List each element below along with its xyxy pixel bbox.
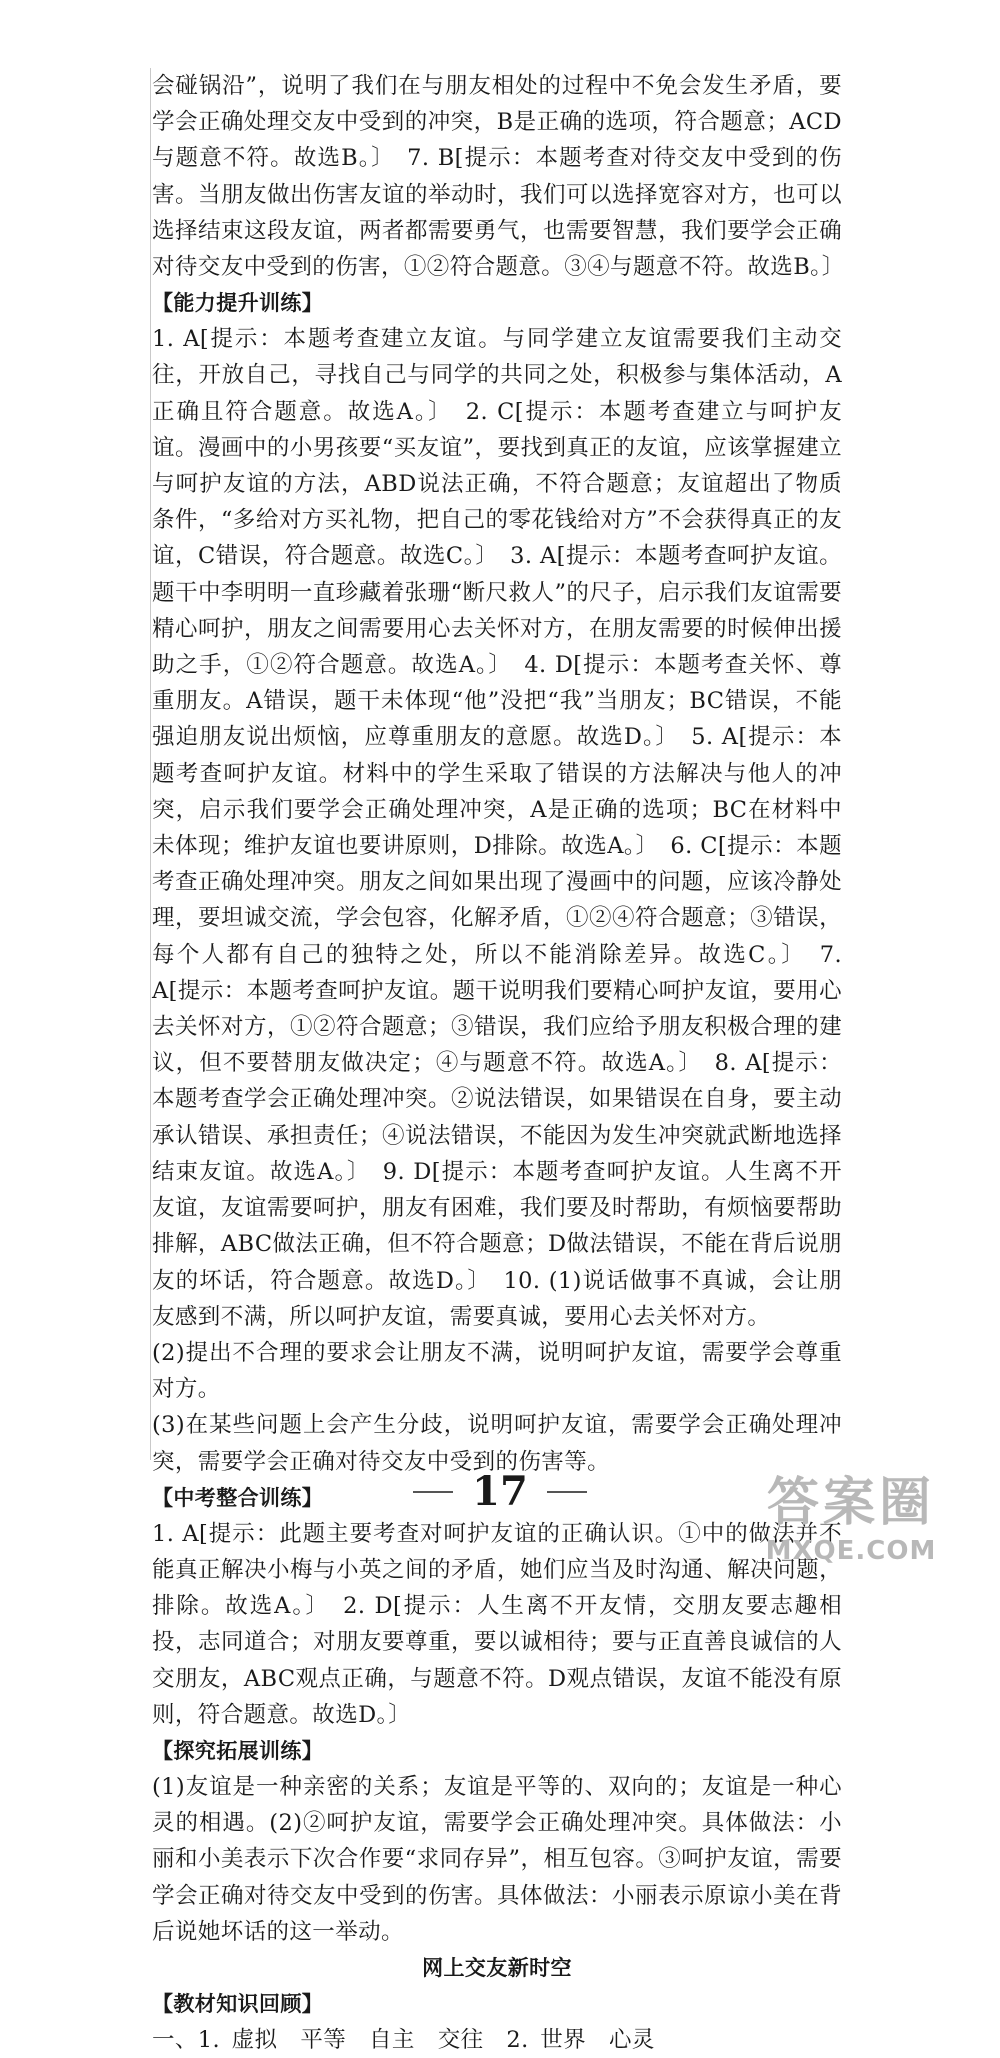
watermark-url: MXQE.COM: [765, 1536, 937, 1566]
section-body-exam: 1. A[提示：此题主要考查对呵护友谊的正确认识。①中的做法并不能真正解决小梅与小英之间的矛盾，她们应当及时沟通、解决问题，排除。故选A。〕 2. D[提示：人生离不开友情，交朋友要志趣相投，志同道合；对朋友要尊重，要以诚相待；要与正直善良诚信的人交朋友，ABC观点正确，与题意不符。D观点错误，友谊不能没有原则，符合题意。故选D。〕: [152, 1520, 842, 1728]
paragraph-continuation: 会碰锅沿”，说明了我们在与朋友相处的过程中不免会发生矛盾，要学会正确处理交友中受到的冲突，B是正确的选项，符合题意；ACD与题意不符。故选B。〕 7. B[提示：本题考查对待交友中受到的伤害。当朋友做出伤害友谊的举动时，我们可以选择宽容对方，也可以选择结束这段友谊，两者都需要勇气，也需要智慧，我们要学会正确对待交友中受到的伤害，①②符合题意。③④与题意不符。故选B。〕: [152, 73, 845, 281]
section-heading-ability: 【能力提升训练】: [152, 291, 324, 316]
section-heading-exam: 【中考整合训练】: [152, 1485, 324, 1510]
section-body-review: 一、1. 虚拟 平等 自主 交往 2. 世界 心灵: [152, 2026, 655, 2053]
section-heading-review: 【教材知识回顾】: [152, 1991, 324, 2016]
chapter-title: 网上交友新时空: [422, 1955, 572, 1980]
watermark-text: 答案圈: [766, 1473, 935, 1533]
page-number: 17: [472, 1468, 528, 1515]
section-body-ability-item3: (3)在某些问题上会产生分歧，说明呵护友谊，需要学会正确处理冲突，需要学会正确对待交友中受到的伤害等。: [152, 1412, 842, 1475]
section-heading-explore: 【探究拓展训练】: [152, 1738, 324, 1763]
section-body-ability-item2: (2)提出不合理的要求会让朋友不满，说明呵护友谊，需要学会尊重对方。: [152, 1339, 842, 1403]
footer-dash-right: [547, 1491, 587, 1493]
section-body-ability: 1. A[提示：本题考查建立友谊。与同学建立友谊需要我们主动交往，开放自己，寻找自己与同学的共同之处，积极参与集体活动，A正确且符合题意。故选A。〕 2. C[提示：本题考查建立与呵护友谊。漫画中的小男孩要“买友谊”，要找到真正的友谊，应该掌握建立与呵护友谊的方法，ABD说法正确，不符合题意；友谊超出了物质条件，“多给对方买礼物，把自己的零花钱给对方”不会获得真正的友谊，C错误，符合题意。故选C。〕 3. A[提示：本题考查呵护友谊。题干中李明明一直珍藏着张珊“断尺救人”的尺子，启示我们友谊需要精心呵护，朋友之间需要用心去关怀对方，在朋友需要的时候伸出援助之手，①②符合题意。故选A。〕 4. D[提示：本题考查关怀、尊重朋友。A错误，题干未体现“他”没把“我”当朋友；BC错误，不能强迫朋友说出烦恼，应尊重朋友的意愿。故选D。〕 5. A[提示：本题考查呵护友谊。材料中的学生采取了错误的方法解决与他人的冲突，启示我们要学会正确处理冲突，A是正确的选项；BC在材料中未体现；维护友谊也要讲原则，D排除。故选A。〕 6. C[提示：本题考查正确处理冲突。朋友之间如果出现了漫画中的问题，应该冷静处理，要坦诚交流，学会包容，化解矛盾，①②④符合题意；③错误，每个人都有自己的独特之处，所以不能消除差异。故选C。〕 7. A[提示：本题考查呵护友谊。题干说明我们要精心呵护友谊，要用心去关怀对方，①②符合题意；③错误，我们应给予朋友积极合理的建议，但不要替朋友做决定；④与题意不符。故选A。〕 8. A[提示：本题考查学会正确处理冲突。②说法错误，如果错误在自身，要主动承认错误、承担责任；④说法错误，不能因为发生冲突就武断地选择结束友谊。故选A。〕 9. D[提示：本题考查呵护友谊。人生离不开友谊，友谊需要呵护，朋友有困难，我们要及时帮助，有烦恼要帮助排解，ABC做法正确，但不符合题意；D做法错误，不能在背后说朋友的坏话，符合题意。故选D。〕 10. (1)说话做事不真诚，会让朋友感到不满，所以呵护友谊，需要真诚，要用心去关怀对方。: [152, 326, 842, 1330]
section-body-explore: (1)友谊是一种亲密的关系；友谊是平等的、双向的；友谊是一种心灵的相遇。(2)②呵护友谊，需要学会正确处理冲突。具体做法：小丽和小美表示下次合作要“求同存异”，相互包容。③呵护友谊，需要学会正确对待交友中受到的伤害。具体做法：小丽表示原谅小美在背后说她坏话的这一举动。: [152, 1773, 842, 1945]
watermark-logo: [726, 1470, 976, 1590]
footer-dash-left: [413, 1491, 453, 1493]
left-margin-rule: [150, 68, 151, 1460]
answer-page-content: [152, 68, 845, 2058]
